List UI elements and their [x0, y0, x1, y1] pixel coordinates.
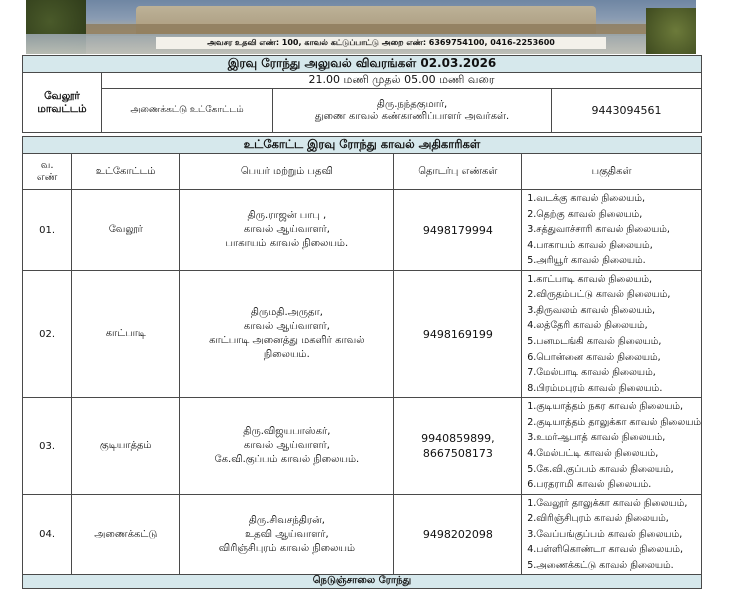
highway-patrol-heading: நெடுஞ்சாலை ரோந்து — [23, 575, 702, 589]
row-sno: 02. — [23, 271, 72, 398]
row-contact: 9498179994 — [394, 190, 522, 271]
col-subdivision: உட்கோட்டம் — [72, 154, 180, 190]
row-subdivision: வேலூர் — [72, 190, 180, 271]
row-contact: 9940859899, 8667508173 — [394, 398, 522, 495]
table-row — [23, 495, 702, 575]
row-sno: 03. — [23, 398, 72, 495]
officer-subdivision: அணைக்கட்டு உட்கோட்டம் — [102, 89, 273, 133]
row-contact: 9498169199 — [394, 271, 522, 398]
dsp-phone: 9443094561 — [552, 89, 702, 133]
subdivision-officers-table — [22, 136, 702, 589]
patrol-time: 21.00 மணி முதல் 05.00 மணி வரை — [102, 73, 702, 89]
emergency-helpline-caption: அவசர உதவி எண்: 100, காவல் கட்டுப்பாட்டு அறை எண்: 6369754100, 0416-2253600 — [156, 37, 606, 49]
row-subdivision: அணைக்கட்டு — [72, 495, 180, 575]
night-patrol-header-table — [22, 55, 702, 133]
row-officer-name: திரு.விஜயபாஸ்கர், காவல் ஆய்வாளர், கே.வி.குப்பம் காவல் நிலையம். — [180, 398, 394, 495]
vellore-fort-banner-image — [26, 0, 696, 54]
document-title: இரவு ரோந்து அலுவல் விவரங்கள் 02.03.2026 — [23, 56, 702, 73]
col-contact: தொடர்பு எண்கள் — [394, 154, 522, 190]
row-areas: 1.குடியாத்தம் நகர காவல் நிலையம், 2.குடியாத்தம் தாலுக்கா காவல் நிலையம் 3.உமர்ஆபாத் காவல் நிலையம், 4.மேல்பட்டி காவல் நிலையம், 5.கே.வி.குப்பம் காவல் நிலையம், 6.பரதராமி காவல் நிலையம். — [522, 398, 702, 495]
table-row — [23, 398, 702, 495]
col-name: பெயர் மற்றும் பதவி — [180, 154, 394, 190]
row-subdivision: குடியாத்தம் — [72, 398, 180, 495]
row-sno: 04. — [23, 495, 72, 575]
row-officer-name: திரு.சிவசந்திரன், உதவி ஆய்வாளர், விரிஞ்சிபுரம் காவல் நிலையம் — [180, 495, 394, 575]
row-sno: 01. — [23, 190, 72, 271]
column-header-row — [23, 154, 702, 190]
section-title: உட்கோட்ட இரவு ரோந்து காவல் அதிகாரிகள் — [23, 137, 702, 154]
row-areas: 1.வேலூர் தாலுக்கா காவல் நிலையம், 2.விரிஞ்சிபுரம் காவல் நிலையம், 3.வேப்பங்குப்பம் காவல் நிலையம், 4.பள்ளிகொண்டா காவல் நிலையம், 5.அணைக்கட்டு காவல் நிலையம். — [522, 495, 702, 575]
col-sno: வ. எண் — [23, 154, 72, 190]
row-officer-name: திருமதி.அருதா, காவல் ஆய்வாளர், காட்பாடி அனைத்து மகளிர் காவல் நிலையம். — [180, 271, 394, 398]
row-subdivision: காட்பாடி — [72, 271, 180, 398]
district-label: வேலூர் மாவட்டம் — [23, 73, 102, 133]
row-areas: 1.வடக்கு காவல் நிலையம், 2.தெற்கு காவல் நிலையம், 3.சத்துவாச்சாரி காவல் நிலையம், 4.பாகாயம் காவல் நிலையம், 5.அரியூர் காவல் நிலையம். — [522, 190, 702, 271]
row-areas: 1.காட்பாடி காவல் நிலையம், 2.விருதம்பட்டு காவல் நிலையம், 3.திருவலம் காவல் நிலையம், 4.லத்தேரி காவல் நிலையம், 5.பனமடங்கி காவல் நிலையம், 6.பொன்னை காவல் நிலையம், 7.மேல்பாடி காவல் நிலையம், 8.பிரம்மபுரம் காவல் நிலையம். — [522, 271, 702, 398]
row-officer-name: திரு.ராஜன் பாபு , காவல் ஆய்வாளர், பாகாயம் காவல் நிலையம். — [180, 190, 394, 271]
col-areas: பகுதிகள் — [522, 154, 702, 190]
row-contact: 9498202098 — [394, 495, 522, 575]
dsp-officer: திரு.நந்தகுமார், துணை காவல் கண்காணிப்பாளர் அவர்கள். — [273, 89, 552, 133]
table-row — [23, 271, 702, 398]
table-row — [23, 190, 702, 271]
